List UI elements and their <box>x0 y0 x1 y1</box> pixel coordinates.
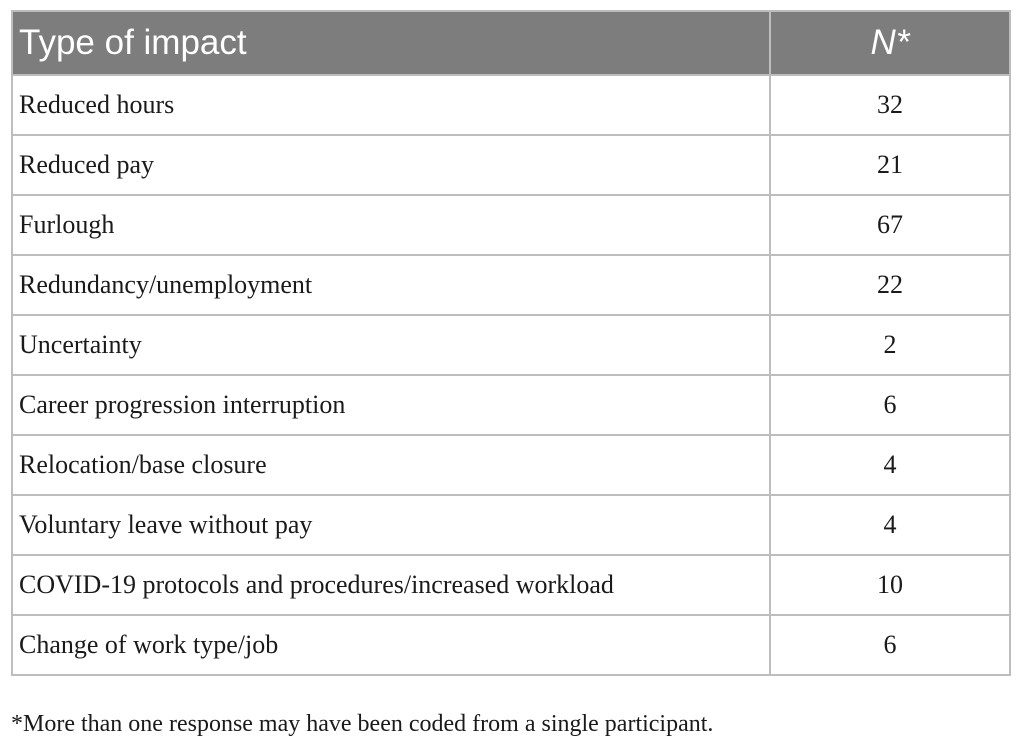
row-count: 6 <box>770 615 1010 675</box>
row-count: 32 <box>770 75 1010 135</box>
row-label: Furlough <box>12 195 770 255</box>
table-row <box>12 135 1010 195</box>
row-label: Relocation/base closure <box>12 435 770 495</box>
row-count: 4 <box>770 435 1010 495</box>
row-count: 10 <box>770 555 1010 615</box>
table-footnote: *More than one response may have been coded from a single participant. <box>11 711 714 737</box>
table-row <box>12 615 1010 675</box>
table-row <box>12 555 1010 615</box>
row-label: Uncertainty <box>12 315 770 375</box>
table-row <box>12 315 1010 375</box>
row-count: 4 <box>770 495 1010 555</box>
row-count: 21 <box>770 135 1010 195</box>
header-type-of-impact: Type of impact <box>12 11 770 75</box>
row-label: Voluntary leave without pay <box>12 495 770 555</box>
table-row <box>12 495 1010 555</box>
impact-table-container <box>11 10 1009 676</box>
row-label: Reduced hours <box>12 75 770 135</box>
table-row <box>12 435 1010 495</box>
row-count: 2 <box>770 315 1010 375</box>
row-count: 22 <box>770 255 1010 315</box>
table-row <box>12 195 1010 255</box>
table-header-row <box>12 11 1010 75</box>
header-n: N* <box>770 11 1010 75</box>
table-row <box>12 75 1010 135</box>
row-label: Career progression interruption <box>12 375 770 435</box>
row-count: 6 <box>770 375 1010 435</box>
table-row <box>12 375 1010 435</box>
row-label: Change of work type/job <box>12 615 770 675</box>
row-label: Redundancy/unemployment <box>12 255 770 315</box>
row-count: 67 <box>770 195 1010 255</box>
impact-table <box>11 10 1011 676</box>
row-label: Reduced pay <box>12 135 770 195</box>
row-label: COVID-19 protocols and procedures/increased workload <box>12 555 770 615</box>
table-row <box>12 255 1010 315</box>
